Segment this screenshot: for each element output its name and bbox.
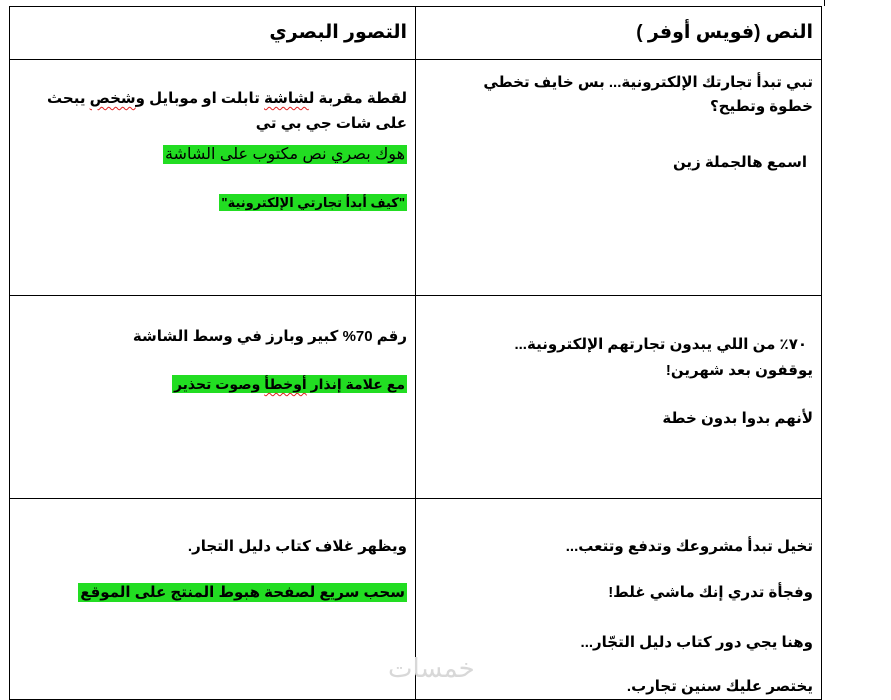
visual-cell xyxy=(10,60,416,296)
visual-highlight: مع علامة إنذار أوخطأ وصوت تحذير xyxy=(173,376,405,392)
page-corner-mark xyxy=(824,0,825,6)
text-line: تبي تبدأ تجارتك الإلكترونية... بس خايف تخطي xyxy=(483,74,813,91)
visual-line: ويظهر غلاف كتاب دليل التجار. xyxy=(187,538,407,555)
visual-highlight: سحب سريع لصفحة هبوط المنتج على الموقع xyxy=(80,584,405,601)
table-row xyxy=(10,60,822,296)
header-visual: التصور البصري xyxy=(269,22,407,43)
script-table xyxy=(9,6,822,700)
text-line: اسمع هالجملة زين xyxy=(672,154,807,171)
visual-line: لقطة مقربة لشاشة تابلت او موبايل وشخص يبحث xyxy=(47,90,407,107)
text-line: وفجأة تدري إنك ماشي غلط! xyxy=(608,584,813,601)
text-line: تخيل تبدأ مشروعك وتدفع وتتعب... xyxy=(565,538,813,555)
header-text: النص (فويس أوفر ) xyxy=(636,22,813,43)
text-line: وهنا يجي دور كتاب دليل التجّار... xyxy=(580,634,813,651)
text-cell xyxy=(416,60,822,296)
visual-cell xyxy=(10,296,416,499)
text-cell xyxy=(416,296,822,499)
header-row xyxy=(10,7,822,60)
text-line: لأنهم بدوا بدون خطة xyxy=(662,410,813,427)
header-visual-cell xyxy=(10,7,416,60)
header-text-cell xyxy=(416,7,822,60)
text-line: ٧٠٪ من اللي يبدون تجارتهم الإلكترونية... xyxy=(514,336,807,353)
visual-cell xyxy=(10,499,416,700)
watermark-logo: خمسات xyxy=(388,654,475,684)
visual-line: على شات جي بي تي xyxy=(255,115,407,132)
table-row xyxy=(10,296,822,499)
visual-line: رقم 70% كبير وبارز في وسط الشاشة xyxy=(132,328,407,345)
visual-highlight: هوك بصري نص مكتوب على الشاشة xyxy=(164,146,405,163)
text-line: يوقفون بعد شهرين! xyxy=(665,362,813,379)
text-line: خطوة وتطيح؟ xyxy=(709,98,813,115)
text-cell xyxy=(416,499,822,700)
text-line: يختصر عليك سنين تجارب. xyxy=(626,678,813,695)
visual-highlight: "كيف أبدأ تجارتي الإلكترونية" xyxy=(221,195,405,210)
